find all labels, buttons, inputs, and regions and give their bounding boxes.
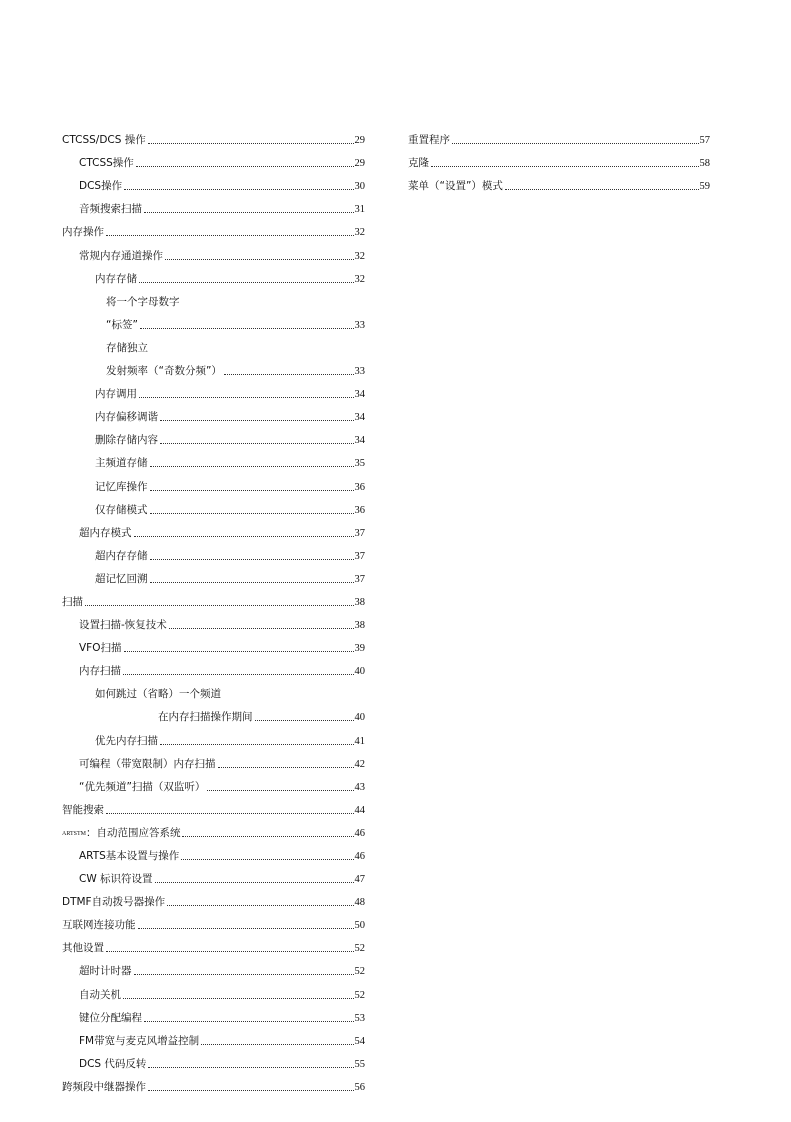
toc-page-number: 30 (354, 181, 365, 193)
toc-entry-title (79, 989, 123, 1002)
toc-dot-leader (150, 466, 354, 467)
toc-entry-label: 发射频率（“奇数分频”） (106, 365, 222, 378)
toc-entry-label: 音频搜索扫描 (79, 203, 142, 216)
toc-dot-leader (134, 536, 354, 537)
toc-page-number: 37 (354, 550, 365, 562)
toc-entry-label: 内存偏移调谐 (95, 411, 158, 424)
toc-entry-title (408, 157, 431, 170)
toc-page-number: 59 (699, 181, 710, 193)
toc-entry-label: “标签” (106, 318, 138, 331)
toc-entry-label: DCS 代码反转 (79, 1057, 147, 1070)
toc-page-number: 40 (354, 712, 365, 724)
toc-entry-label: 主频道存储 (95, 457, 148, 470)
toc-dot-leader (255, 720, 354, 721)
toc-entry[interactable] (408, 147, 710, 170)
toc-entry-label: 如何跳过（省略）一个频道 (95, 688, 221, 701)
toc-dot-leader (134, 974, 354, 975)
toc-entry[interactable] (62, 193, 365, 216)
toc-entry-label: 常规内存通道操作 (79, 249, 163, 262)
toc-page-number: 53 (354, 1012, 365, 1024)
toc-dot-leader (150, 490, 354, 491)
toc-dot-leader (148, 1090, 354, 1091)
toc-entry-title (158, 711, 255, 724)
toc-dot-leader (144, 1021, 354, 1022)
toc-dot-leader (136, 166, 354, 167)
toc-dot-leader (155, 882, 354, 883)
toc-entry-label: 互联网连接功能 (62, 919, 136, 932)
toc-entry-label: “优先频道”扫描（双监听） (79, 780, 206, 793)
toc-entry-title (79, 157, 136, 170)
toc-page-number: 35 (354, 458, 365, 470)
toc-entry-label: FM带宽与麦克风增益控制 (79, 1034, 200, 1047)
toc-entry-title (79, 1035, 201, 1048)
toc-entry-label: 扫描 (62, 595, 83, 608)
toc-entry-title (79, 619, 169, 632)
toc-dot-leader (148, 143, 354, 144)
toc-entry[interactable] (62, 216, 365, 239)
toc-entry[interactable] (62, 655, 365, 678)
toc-page-number: 29 (354, 158, 365, 170)
toc-entry-label: 优先内存扫描 (95, 734, 158, 747)
toc-entry[interactable] (62, 632, 365, 655)
toc-entry[interactable] (62, 909, 365, 932)
toc-entry[interactable] (62, 817, 365, 840)
toc-entry-label: 克隆 (408, 157, 429, 170)
toc-entry-label: 超记忆回溯 (95, 572, 148, 585)
toc-dot-leader (148, 1067, 353, 1068)
toc-entry[interactable] (62, 586, 365, 609)
toc-entry-title (95, 504, 150, 517)
toc-page-number: 46 (354, 851, 365, 862)
toc-entry-title (62, 804, 106, 817)
toc-dot-leader (452, 143, 699, 144)
toc-entry-title (95, 735, 160, 748)
toc-entry-label: ARTS基本设置与操作 (79, 850, 180, 862)
toc-page-number: 58 (699, 158, 710, 170)
toc-entry[interactable] (62, 263, 365, 286)
toc-dot-leader (160, 443, 354, 444)
toc-entry-label: 设置扫描-恢复技术 (79, 619, 167, 632)
toc-entry[interactable] (62, 1002, 365, 1025)
toc-entry[interactable] (62, 378, 365, 401)
toc-entry-title (408, 180, 505, 193)
toc-dot-leader (181, 859, 353, 860)
toc-dot-leader (169, 628, 354, 629)
toc-dot-leader (139, 282, 354, 283)
toc-entry-label: 菜单（“设置”）模式 (408, 180, 503, 193)
toc-entry-title (79, 850, 181, 863)
toc-page-number: 54 (354, 1035, 365, 1047)
toc-entry-label: 智能搜索 (62, 803, 104, 816)
toc-dot-leader (140, 328, 354, 329)
toc-page-number: 52 (354, 966, 365, 978)
toc-dot-leader (106, 951, 354, 952)
toc-entry-label: 重置程序 (408, 134, 450, 147)
toc-entry-label: 记忆库操作 (95, 480, 148, 493)
toc-entry[interactable] (62, 470, 365, 493)
toc-entry-title (62, 919, 138, 932)
toc-page-number: 34 (354, 389, 365, 401)
toc-page-number: 38 (354, 596, 365, 608)
toc-dot-leader (182, 836, 353, 837)
toc-entry-title (106, 342, 150, 355)
toc-entry-title (106, 365, 224, 378)
toc-dot-leader (160, 744, 354, 745)
toc-entry[interactable] (62, 286, 365, 309)
toc-dot-leader (150, 582, 354, 583)
toc-dot-leader (85, 605, 354, 606)
toc-entry-title (62, 896, 167, 909)
toc-entry-title (62, 827, 182, 840)
toc-page-number: 48 (354, 897, 365, 909)
toc-entry-label: 仅存储模式 (95, 503, 148, 516)
toc-page-number: 34 (354, 412, 365, 424)
toc-dot-leader (150, 559, 354, 560)
toc-page-number: 46 (354, 827, 365, 839)
toc-entry-label: 其他设置 (62, 942, 104, 955)
toc-page-number: 32 (354, 227, 365, 239)
toc-entry-label: 内存扫描 (79, 665, 121, 678)
toc-entry[interactable] (62, 355, 365, 378)
toc-entry[interactable] (62, 1025, 365, 1048)
toc-dot-leader (201, 1044, 353, 1045)
toc-dot-leader (431, 166, 699, 167)
toc-entry-label: DTMF自动拨号器操作 (62, 896, 166, 909)
toc-entry[interactable] (62, 424, 365, 447)
toc-entry[interactable] (408, 124, 710, 147)
toc-dot-leader (150, 513, 354, 514)
toc-entry-prefix: ARTSTM (62, 830, 86, 837)
toc-entry-title (106, 296, 182, 309)
toc-entry[interactable] (408, 170, 710, 193)
toc-entry-title (62, 1081, 148, 1094)
toc-entry-title (79, 203, 144, 216)
toc-dot-leader (124, 651, 354, 652)
toc-page-number: 40 (354, 666, 365, 678)
toc-entry-label: VFO扫描 (79, 642, 122, 655)
toc-page-number: 31 (354, 204, 365, 216)
toc-entry-title (95, 457, 150, 470)
toc-entry-title (62, 596, 85, 609)
toc-dot-leader (106, 235, 354, 236)
toc-page-number: 32 (354, 250, 365, 262)
toc-entry[interactable] (62, 794, 365, 817)
toc-entry[interactable] (62, 771, 365, 794)
toc-entry[interactable] (62, 239, 365, 262)
toc-entry[interactable] (62, 978, 365, 1001)
toc-entry[interactable] (62, 840, 365, 863)
toc-entry-label: 超内存模式 (79, 526, 132, 539)
toc-page-number: 52 (354, 943, 365, 955)
toc-page-number: 33 (354, 366, 365, 378)
toc-dot-leader (138, 928, 354, 929)
toc-page-number: 42 (354, 758, 365, 770)
toc-entry-label: 存储独立 (106, 341, 148, 354)
toc-entry-label: 在内存扫描操作期间 (158, 711, 253, 724)
toc-entry-title (79, 527, 134, 540)
toc-entry-title (95, 411, 160, 424)
toc-entry-label: 超内存存储 (95, 549, 148, 562)
toc-dot-leader (124, 189, 353, 190)
toc-page-number: 44 (354, 804, 365, 816)
toc-dot-leader (505, 189, 699, 190)
toc-dot-leader (207, 790, 353, 791)
toc-page-number: 41 (354, 735, 365, 747)
toc-entry-label: 可编程（带宽限制）内存扫描 (79, 757, 216, 770)
toc-entry-title (62, 226, 106, 239)
toc-dot-leader (123, 674, 354, 675)
toc-page-number: 55 (354, 1058, 365, 1070)
toc-entry-label: 内存调用 (95, 388, 137, 401)
toc-page-number: 39 (354, 643, 365, 655)
toc-entry-title (408, 134, 452, 147)
toc-page-number: 36 (354, 481, 365, 493)
toc-entry-title (95, 388, 139, 401)
toc-entry[interactable] (62, 863, 365, 886)
toc-entry[interactable] (62, 124, 365, 147)
toc-page-number: 47 (354, 874, 365, 886)
toc-entry[interactable] (62, 955, 365, 978)
toc-page-number: 43 (354, 781, 365, 793)
toc-entry-title (79, 1012, 144, 1025)
toc-entry-title (95, 688, 223, 701)
toc-entry-title (95, 273, 139, 286)
toc-entry-label: 内存存储 (95, 272, 137, 285)
toc-entry-title (106, 319, 140, 332)
toc-entry[interactable] (62, 724, 365, 747)
toc-page-number: 36 (354, 504, 365, 516)
toc-entry-title (79, 758, 218, 771)
toc-entry[interactable] (62, 1071, 365, 1094)
toc-entry[interactable] (62, 748, 365, 771)
toc-dot-leader (218, 767, 354, 768)
toc-page-number: 33 (354, 319, 365, 331)
toc-entry[interactable] (62, 1048, 365, 1071)
toc-entry[interactable] (62, 517, 365, 540)
toc-entry[interactable] (62, 678, 365, 701)
toc-entry[interactable] (62, 563, 365, 586)
toc-entry[interactable] (62, 932, 365, 955)
toc-page-number: 38 (354, 620, 365, 632)
toc-page-number: 37 (354, 527, 365, 539)
toc-dot-leader (160, 420, 354, 421)
toc-dot-leader (144, 212, 354, 213)
toc-entry[interactable] (62, 147, 365, 170)
toc-page-number: 37 (354, 573, 365, 585)
toc-entry-label: 删除存储内容 (95, 434, 158, 447)
toc-dot-leader (167, 905, 353, 906)
toc-entry-title (79, 180, 124, 193)
toc-entry-title (79, 781, 207, 794)
toc-column-right (408, 124, 710, 193)
toc-entry-title (95, 573, 150, 586)
toc-entry[interactable] (62, 886, 365, 909)
toc-entry-title (79, 250, 165, 263)
toc-entry-title (62, 134, 148, 147)
toc-entry[interactable] (62, 540, 365, 563)
toc-entry-title (95, 550, 150, 563)
toc-entry-label: 跨频段中继器操作 (62, 1080, 146, 1093)
toc-entry[interactable] (62, 701, 365, 724)
toc-entry-label: CW 标识符设置 (79, 873, 153, 886)
toc-entry-title (95, 481, 150, 494)
toc-page-number: 57 (699, 135, 710, 147)
toc-entry-title (79, 642, 124, 655)
toc-page-number: 32 (354, 273, 365, 285)
toc-entry-label: 键位分配编程 (79, 1011, 142, 1024)
toc-page-number: 34 (354, 435, 365, 447)
toc-entry-label: ：自动范围应答系统 (85, 826, 181, 839)
toc-entry-label: 自动关机 (79, 988, 121, 1001)
toc-page-number: 52 (354, 989, 365, 1001)
toc-entry-label: CTCSS/DCS 操作 (62, 134, 146, 147)
toc-entry-label: 内存操作 (62, 226, 104, 239)
toc-dot-leader (139, 397, 354, 398)
toc-entry-label: DCS操作 (79, 180, 123, 193)
toc-page-number: 50 (354, 920, 365, 932)
toc-entry-label: 将一个字母数字 (106, 295, 180, 308)
toc-dot-leader (123, 998, 354, 999)
toc-entry[interactable] (62, 401, 365, 424)
toc-entry[interactable] (62, 494, 365, 517)
toc-entry-title (79, 873, 155, 886)
toc-entry[interactable] (62, 332, 365, 355)
toc-entry-title (79, 665, 123, 678)
toc-dot-leader (165, 259, 354, 260)
toc-column-left (62, 124, 365, 1094)
toc-page-number: 29 (354, 135, 365, 147)
toc-entry[interactable] (62, 170, 365, 193)
toc-entry[interactable] (62, 447, 365, 470)
toc-dot-leader (224, 374, 354, 375)
toc-entry-title (95, 434, 160, 447)
toc-entry[interactable] (62, 309, 365, 332)
toc-entry-label: CTCSS操作 (79, 157, 134, 170)
toc-entry-title (79, 965, 134, 978)
toc-entry-title (62, 942, 106, 955)
toc-dot-leader (106, 813, 354, 814)
toc-entry-title (79, 1058, 148, 1071)
toc-entry-label: 超时计时器 (79, 965, 132, 978)
toc-entry[interactable] (62, 609, 365, 632)
toc-page-number: 56 (354, 1081, 365, 1093)
